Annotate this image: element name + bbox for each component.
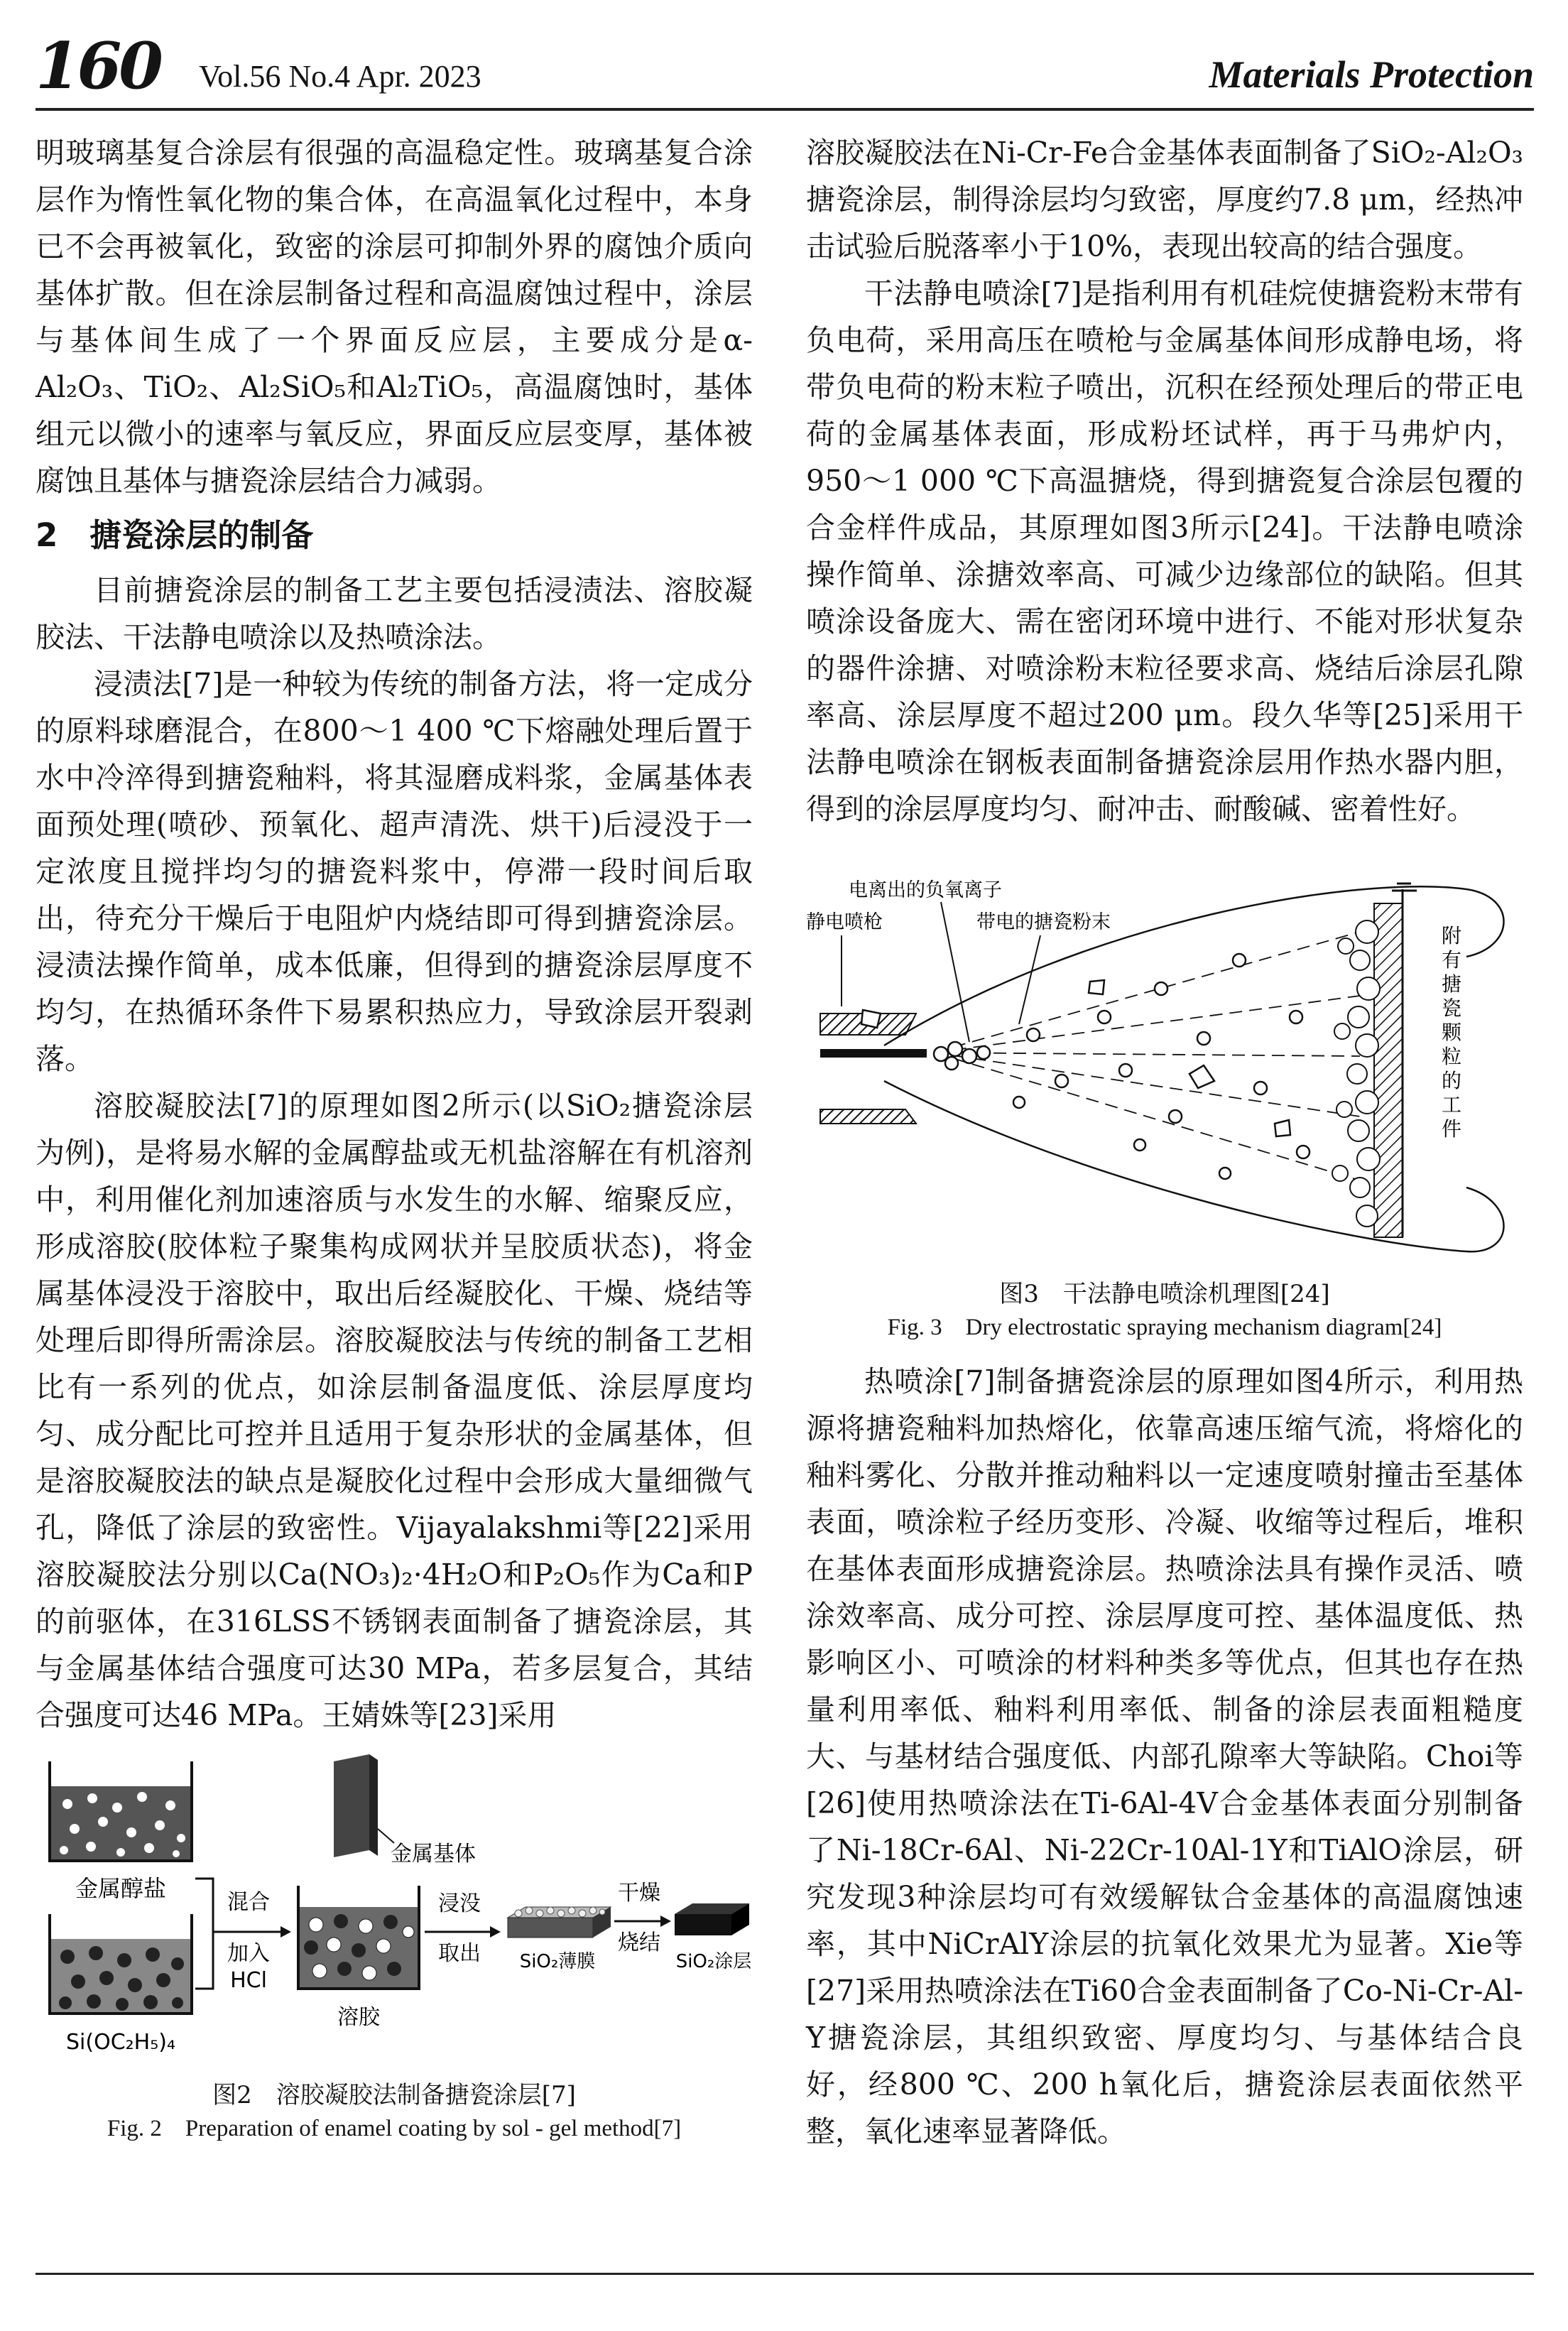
left-paragraph-4: 溶胶凝胶法[7]的原理如图2所示(以SiO₂搪瓷涂层为例)，是将易水解的金属醇盐或无机盐溶解在有机溶剂中，利用催化剂加速溶质与水发生的水解、缩聚反应，形成溶胶(胶体粒子聚集构成网状并呈胶质状态)，将金属基体浸没于溶胶中，取出后经凝胶化、干燥、烧结等处理后即得所需涂层。溶胶凝胶法与传统的制备工艺相比有一系列的优点，如涂层制备温度低、涂层厚度均匀、成分配比可控并且适用于复杂形状的金属基体，但是溶胶凝胶法的缺点是凝胶化过程中会形成大量细微气孔，降低了涂层的致密性。Vijayalakshmi等[22]采用溶胶凝胶法分别以Ca(NO₃)₂·4H₂O和P₂O₅作为Ca和P的前驱体，在316LSS不锈钢表面制备了搪瓷涂层，其与金属基体结合强度可达30 MPa，若多层复合，其结合强度可达46 MPa。王婧姝等[23]采用 <box>36 1089 753 1732</box>
right-column <box>806 129 1523 2155</box>
label-metal-substrate: 金属基体 <box>391 1842 476 1867</box>
label-add: 加入 <box>227 1941 270 1966</box>
spray-envelope-bottom <box>884 1081 1504 1251</box>
section-heading: 2 搪瓷涂层的制备 <box>36 516 314 554</box>
metal-substrate-plate <box>334 1754 378 1857</box>
beaker-teos <box>50 1914 192 2014</box>
label-sio2-film: SiO₂薄膜 <box>519 1951 596 1972</box>
figure-3-caption-en: Fig. 3 Dry electrostatic spraying mechanism diagram[24] <box>887 1315 1442 1340</box>
label-sio2-coating: SiO₂涂层 <box>675 1951 752 1972</box>
page-number: 160 <box>36 28 160 104</box>
sio2-coating-sample <box>675 1903 749 1935</box>
left-paragraph-2: 目前搪瓷涂层的制备工艺主要包括浸渍法、溶胶凝胶法、干法静电喷涂以及热喷涂法。 <box>36 573 753 654</box>
figure-3 <box>806 875 1523 1344</box>
workpiece-label-char: 附 <box>1442 924 1462 947</box>
journal-title: Materials Protection <box>1209 53 1534 96</box>
label-take-out: 取出 <box>438 1941 481 1966</box>
figure-2 <box>36 1754 753 2145</box>
workpiece-label-char: 瓷 <box>1442 996 1462 1020</box>
footer-rule <box>36 2273 1534 2275</box>
label-dry: 干燥 <box>618 1881 660 1906</box>
figure-2-caption-en: Fig. 2 Preparation of enamel coating by sol - gel method[7] <box>107 2116 682 2141</box>
header-rule <box>36 108 1534 111</box>
beaker-metal-alkoxide <box>50 1761 192 1861</box>
spray-envelope-top <box>884 886 1504 1045</box>
label-ionized-anions: 电离出的负氧离子 <box>849 879 1002 901</box>
sio2-film-sample <box>508 1907 611 1938</box>
sol-gel-diagram <box>36 1754 753 2074</box>
label-teos: Si(OC₂H₅)₄ <box>66 2030 175 2055</box>
figure-3-caption-zh: 图3 干法静电喷涂机理图[24] <box>999 1280 1330 1308</box>
label-sinter: 烧结 <box>618 1930 660 1955</box>
left-paragraph-3: 浸渍法[7]是一种较为传统的制备方法，将一定成分的原料球磨混合，在800～1 400 ℃下熔融处理后置于水中冷淬得到搪瓷釉料，将其湿磨成料浆，金属基体表面预处理(喷砂、预氧化、超声清洗、烘干)后浸没于一定浓度且搅拌均匀的搪瓷料浆中，停滞一段时间后取出，待充分干燥后于电阻炉内烧结即可得到搪瓷涂层。浸渍法操作简单，成本低廉，但得到的搪瓷涂层厚度不均匀，在热循环条件下易累积热应力，导致涂层开裂剥落。 <box>36 667 753 1076</box>
electrostatic-spray-diagram <box>806 875 1523 1273</box>
workpiece-label-char: 件 <box>1442 1117 1462 1141</box>
label-metal-alkoxide: 金属醇盐 <box>75 1875 167 1902</box>
mix-bracket <box>195 1879 213 1989</box>
beaker-sol <box>298 1886 419 1989</box>
workpiece-label-char: 工 <box>1442 1093 1462 1116</box>
spray-lines <box>934 932 1360 1180</box>
label-spray-gun: 静电喷枪 <box>806 911 883 933</box>
label-mix: 混合 <box>227 1890 270 1915</box>
label-sol: 溶胶 <box>337 2005 380 2030</box>
label-hcl: HCl <box>230 1968 267 1993</box>
workpiece-label-char: 的 <box>1442 1069 1462 1092</box>
label-charged-powder: 带电的搪瓷粉末 <box>976 911 1111 933</box>
left-column <box>36 129 753 2145</box>
label-dip: 浸没 <box>438 1891 481 1916</box>
label-workpiece <box>1442 924 1462 1141</box>
workpiece-label-char: 有 <box>1442 948 1462 972</box>
left-paragraph-1: 明玻璃基复合涂层有很强的高温稳定性。玻璃基复合涂层作为惰性氧化物的集合体，在高温氧化过程中，本身已不会再被氧化，致密的涂层可抑制外界的腐蚀介质向基体扩散。但在涂层制备过程和高温腐蚀过程中，涂层与基体间生成了一个界面反应层，主要成分是α-Al₂O₃、TiO₂、Al₂SiO₅和Al₂TiO₅，高温腐蚀时，基体组元以微小的速率与氧反应，界面反应层变厚，基体被腐蚀且基体与搪瓷涂层结合力减弱。 <box>36 136 753 498</box>
workpiece-label-char: 粒 <box>1442 1045 1462 1068</box>
page-header <box>36 28 1534 107</box>
workpiece-label-char: 颗 <box>1442 1021 1462 1044</box>
right-paragraph-1: 溶胶凝胶法在Ni-Cr-Fe合金基体表面制备了SiO₂-Al₂O₃搪瓷涂层，制得涂层均匀致密，厚度约7.8 μm，经热冲击试验后脱落率小于10%，表现出较高的结合强度。 <box>806 136 1523 263</box>
figure-2-caption-zh: 图2 溶胶凝胶法制备搪瓷涂层[7] <box>212 2081 576 2109</box>
issue-info: Vol.56 No.4 Apr. 2023 <box>199 59 481 94</box>
right-paragraph-2: 干法静电喷涂[7]是指利用有机硅烷使搪瓷粉末带有负电荷，采用高压在喷枪与金属基体间形成静电场，将带负电荷的粉末粒子喷出，沉积在经预处理后的带正电荷的金属基体表面，形成粉坯试样，再于马弗炉内，950～1 000 ℃下高温搪烧，得到搪瓷复合涂层包覆的合金样件成品，其原理如图3所示[24]。干法静电喷涂操作简单、涂搪效率高、可减少边缘部位的缺陷。但其喷涂设备庞大、需在密闭环境中进行、不能对形状复杂的器件涂搪、对喷涂粉末粒径要求高、烧结后涂层孔隙率高、涂层厚度不超过200 μm。段久华等[25]采用干法静电喷涂在钢板表面制备搪瓷涂层用作热水器内胆，得到的涂层厚度均匀、耐冲击、耐酸碱、密着性好。 <box>806 276 1523 826</box>
workpiece-label-char: 搪 <box>1442 972 1462 996</box>
right-paragraph-3: 热喷涂[7]制备搪瓷涂层的原理如图4所示，利用热源将搪瓷釉料加热熔化，依靠高速压缩气流，将熔化的釉料雾化、分散并推动釉料以一定速度喷射撞击至基体表面，喷涂粒子经历变形、冷凝、收缩等过程后，堆积在基体表面形成搪瓷涂层。热喷涂法具有操作灵活、喷涂效率高、成分可控、涂层厚度可控、基体温度低、热影响区小、可喷涂的材料种类多等优点，但其也存在热量利用率低、釉料利用率低、制备的涂层表面粗糙度大、与基材结合强度低、内部孔隙率大等缺陷。Choi等[26]使用热喷涂法在Ti-6Al-4V合金基体表面分别制备了Ni-18Cr-6Al、Ni-22Cr-10Al-1Y和TiAlO涂层，研究发现3种涂层均可有效缓解钛合金基体的高温腐蚀速率，其中NiCrAlY涂层的抗氧化效果尤为显著。Xie等[27]采用热喷涂法在Ti60合金表面制备了Co-Ni-Cr-Al-Y搪瓷涂层，其组织致密、厚度均匀、与基体结合良好，经800 ℃、200 h氧化后，搪瓷涂层表面依然平整，氧化速率显著降低。 <box>806 1364 1523 2148</box>
